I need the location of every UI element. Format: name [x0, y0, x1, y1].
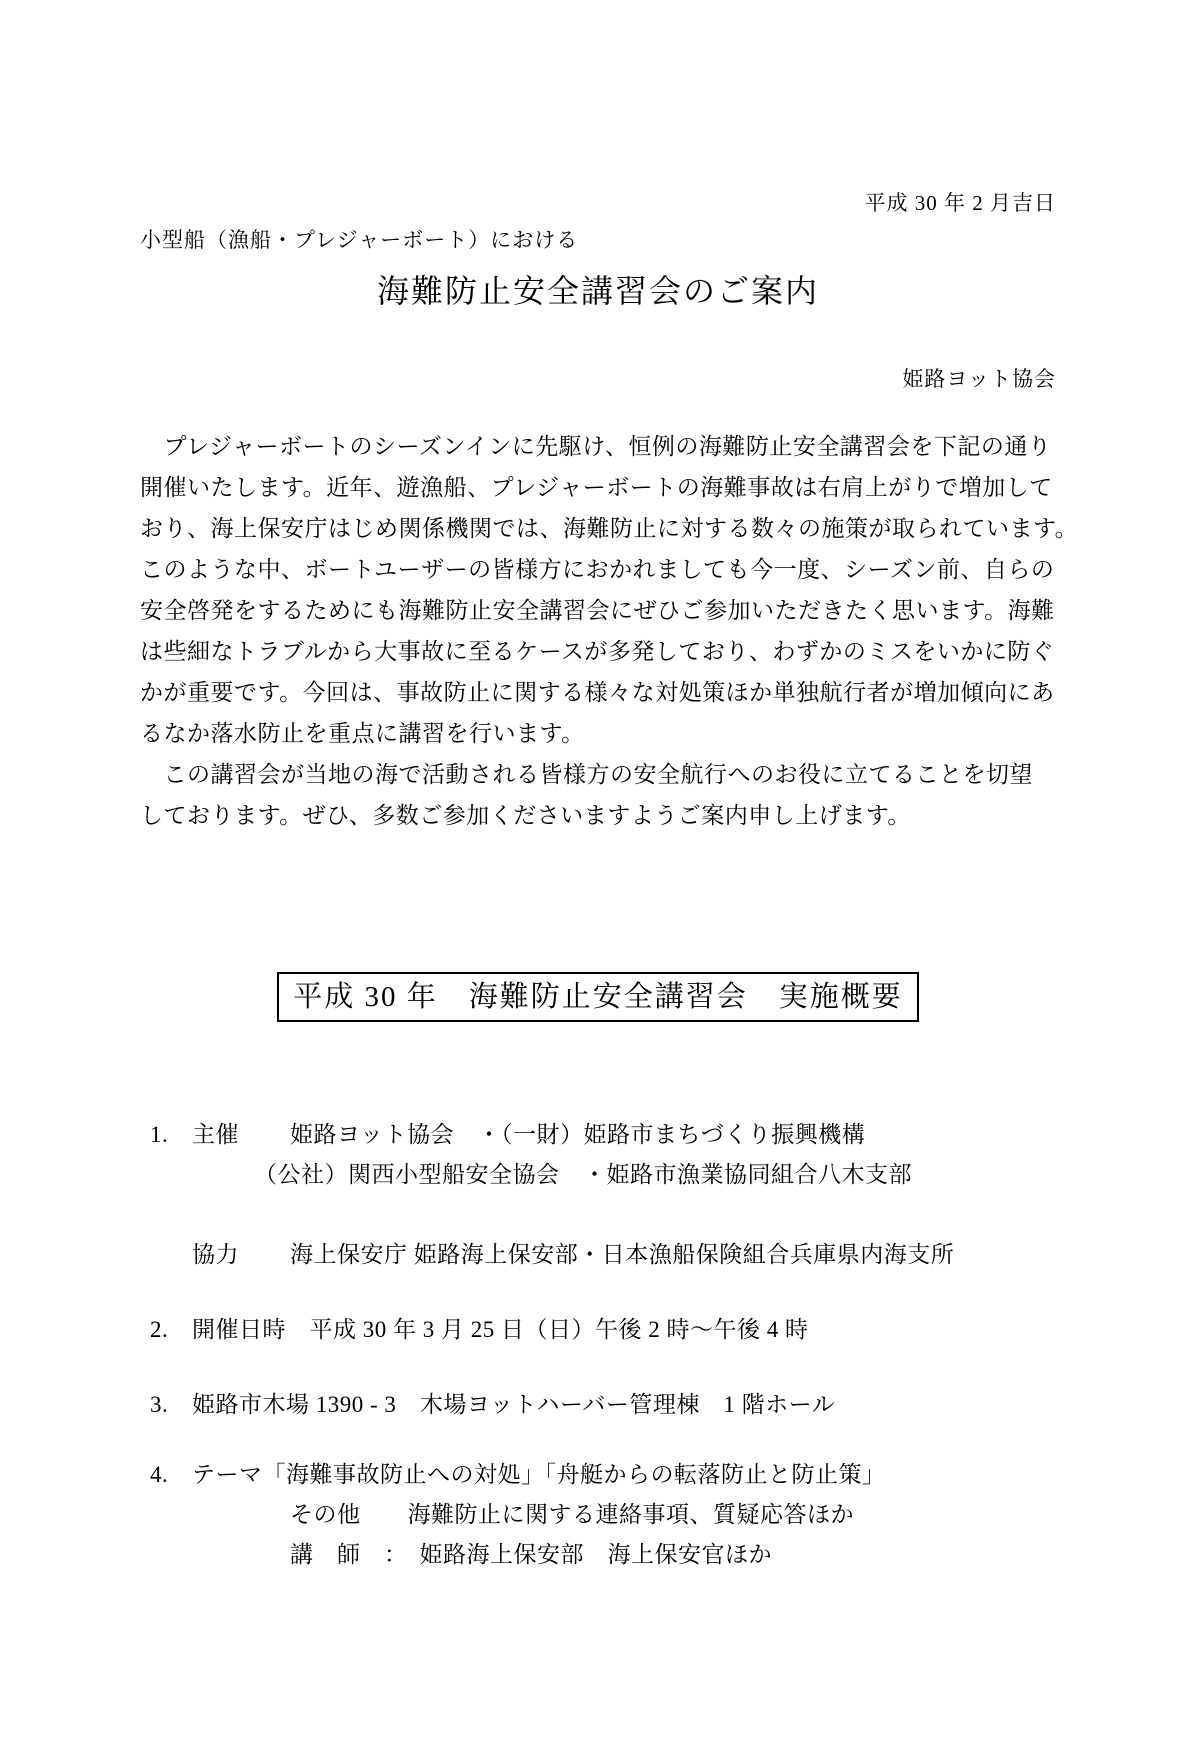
- body-line: は些細なトラブルから大事故に至るケースが多発しており、わずかのミスをいかに防ぐ: [140, 639, 1055, 664]
- body-line: プレジャーボートのシーズンインに先駆け、恒例の海難防止安全講習会を下記の通り: [140, 434, 1052, 459]
- overview-list: [140, 1115, 1056, 1575]
- item-number: 4.: [150, 1462, 169, 1487]
- body-line: この講習会が当地の海で活動される皆様方の安全航行へのお役に立てることを切望: [140, 762, 1033, 787]
- list-item-datetime: [150, 1310, 1056, 1350]
- item-sub-text: 講 師 ： 姫路海上保安部 海上保安官ほか: [290, 1542, 772, 1567]
- item-label: 主催: [192, 1122, 239, 1147]
- body-line: かが重要です。今回は、事故防止に関する様々な対処策ほか単独航行者が増加傾向にあ: [140, 680, 1055, 705]
- body-line: このような中、ボートユーザーの皆様方におかれましても今一度、シーズン前、自らの: [140, 557, 1055, 582]
- intro-paragraphs: [140, 426, 1079, 836]
- list-item-theme-lecturer: [290, 1535, 1056, 1575]
- body-line: おり、海上保安庁はじめ関係機関では、海難防止に対する数々の施策が取られています。: [140, 516, 1079, 541]
- issuer-line: 姫路ヨット協会: [902, 367, 1056, 391]
- item-text: 姫路ヨット協会 ・（一財）姫路市まちづくり振興機構: [290, 1122, 866, 1147]
- item-number: 2.: [150, 1317, 169, 1342]
- list-item-cooperation: [150, 1235, 1056, 1275]
- item-number: 3.: [150, 1392, 169, 1417]
- item-text: 姫路市木場 1390 - 3 木場ヨットハーバー管理棟 1 階ホール: [192, 1392, 836, 1417]
- item-number-empty: [150, 1235, 192, 1275]
- item-label: 協力: [192, 1242, 239, 1267]
- document-title: 海難防止安全講習会のご案内: [376, 273, 819, 309]
- body-line: しております。ぜひ、多数ご参加くださいますようご案内申し上げます。: [140, 803, 911, 828]
- item-text: （公社）関西小型船安全協会 ・姫路市漁業協同組合八木支部: [254, 1162, 912, 1187]
- item-text: 海上保安庁 姫路海上保安部・日本漁船保険組合兵庫県内海支所: [290, 1242, 955, 1267]
- list-item-organizers: [150, 1115, 1056, 1155]
- body-line: るなか落水防止を重点に講習を行います。: [140, 721, 585, 746]
- item-sub-text: その他 海難防止に関する連絡事項、質疑応答ほか: [290, 1502, 854, 1527]
- item-text: テーマ「海難事故防止への対処」「舟艇からの転落防止と防止策」: [192, 1462, 886, 1487]
- date-line: 平成 30 年 2 月吉日: [864, 191, 1056, 215]
- list-item-theme: [150, 1455, 1056, 1495]
- subject-line: 小型船（漁船・プレジャーボート）における: [140, 228, 579, 252]
- list-item-organizers-continuation: [254, 1155, 1056, 1195]
- list-item-theme-others: [290, 1495, 1056, 1535]
- body-line: 開催いたします。近年、遊漁船、プレジャーボートの海難事故は右肩上がりで増加して: [140, 475, 1053, 500]
- list-item-venue: [150, 1385, 1056, 1425]
- overview-heading-wrap: [140, 972, 1056, 1022]
- item-number: 1.: [150, 1122, 169, 1147]
- body-line: 安全啓発をするためにも海難防止安全講習会にぜひご参加いただきたく思います。海難: [140, 598, 1055, 623]
- item-text: 開催日時 平成 30 年 3 月 25 日（日）午後 2 時～午後 4 時: [192, 1317, 809, 1342]
- overview-heading: 平成 30 年 海難防止安全講習会 実施概要: [277, 972, 919, 1022]
